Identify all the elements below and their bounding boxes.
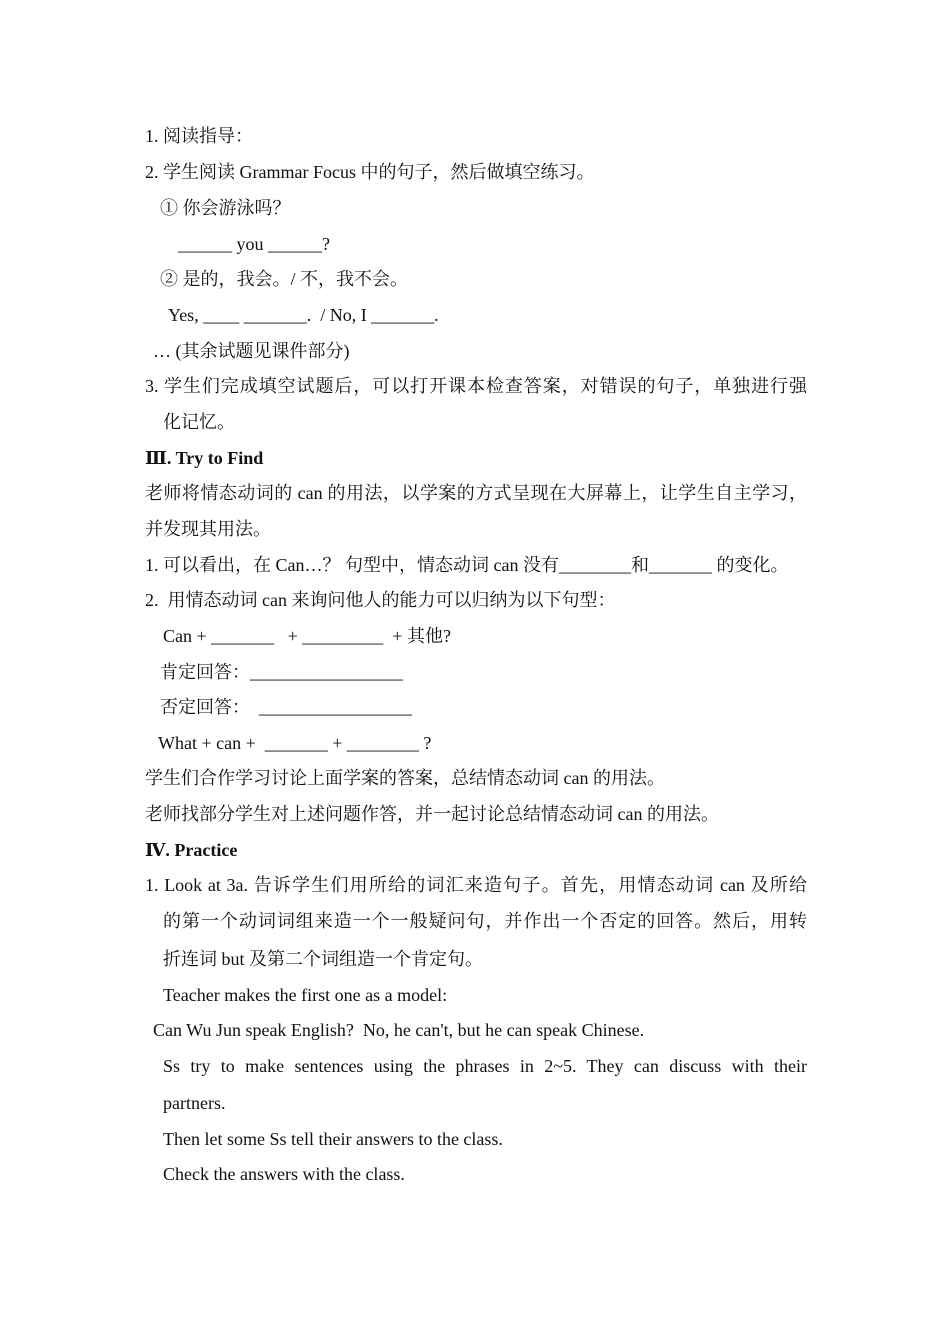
paragraph-line: 学生们合作学习讨论上面学案的答案，总结情态动词 can 的用法。	[145, 768, 665, 788]
practice-instruction-line: 1. Look at 3a. 告诉学生们用所给的词汇来造句子。首先，用情态动词 can 及所给	[145, 875, 807, 895]
sentence-pattern-line: What + can + _______ + ________ ?	[158, 733, 432, 753]
exercise-question: ② 是的，我会。/ 不，我不会。	[160, 269, 408, 289]
paragraph-line: 老师找部分学生对上述问题作答，并一起讨论总结情态动词 can 的用法。	[145, 804, 719, 824]
instruction-line: 2. 学生阅读 Grammar Focus 中的句子，然后做填空练习。	[145, 162, 595, 182]
question-line: 1. 可以看出，在 Can…？ 句型中，情态动词 can 没有________和_______ 的变化。	[145, 555, 789, 575]
practice-step-line: Check the answers with the class.	[163, 1164, 405, 1184]
section-heading-practice: Ⅳ. Practice	[145, 840, 238, 860]
exercise-blank-line: ______ you ______?	[178, 234, 330, 254]
model-sentence: Can Wu Jun speak English? No, he can't, but he can speak Chinese.	[153, 1020, 645, 1040]
practice-step-line: Then let some Ss tell their answers to the class.	[163, 1129, 503, 1149]
section-heading-try-to-find: Ⅲ. Try to Find	[145, 448, 264, 468]
positive-answer-line: 肯定回答：_________________	[160, 662, 403, 682]
note-line: … (其余试题见课件部分)	[153, 341, 350, 361]
practice-instruction-line: 的第一个动词词组来造一个一般疑问句，并作出一个否定的回答。然后，用转	[163, 911, 807, 931]
instruction-continuation: 化记忆。	[163, 412, 235, 432]
paragraph-line: 老师将情态动词的 can 的用法，以学案的方式呈现在大屏幕上，让学生自主学习，	[145, 483, 807, 503]
paragraph-line: 并发现其用法。	[145, 519, 271, 539]
practice-instruction-line: 折连词 but 及第二个词组造一个肯定句。	[163, 949, 483, 969]
practice-step-line: partners.	[163, 1093, 226, 1113]
exercise-question: ① 你会游泳吗？	[160, 198, 291, 218]
negative-answer-line: 否定回答： _________________	[160, 697, 412, 717]
practice-step-line: Ss try to make sentences using the phrases in 2~5. They can discuss with their	[163, 1056, 807, 1076]
model-intro-line: Teacher makes the first one as a model:	[163, 985, 448, 1005]
sentence-pattern-line: Can + _______ + _________ + 其他?	[163, 626, 451, 646]
reading-guide-heading: 1. 阅读指导：	[145, 126, 253, 146]
instruction-line: 3. 学生们完成填空试题后，可以打开课本检查答案，对错误的句子，单独进行强	[145, 376, 807, 396]
exercise-blank-line: Yes, ____ _______. / No, I _______.	[168, 305, 439, 325]
question-line: 2. 用情态动词 can 来询问他人的能力可以归纳为以下句型：	[145, 590, 616, 610]
